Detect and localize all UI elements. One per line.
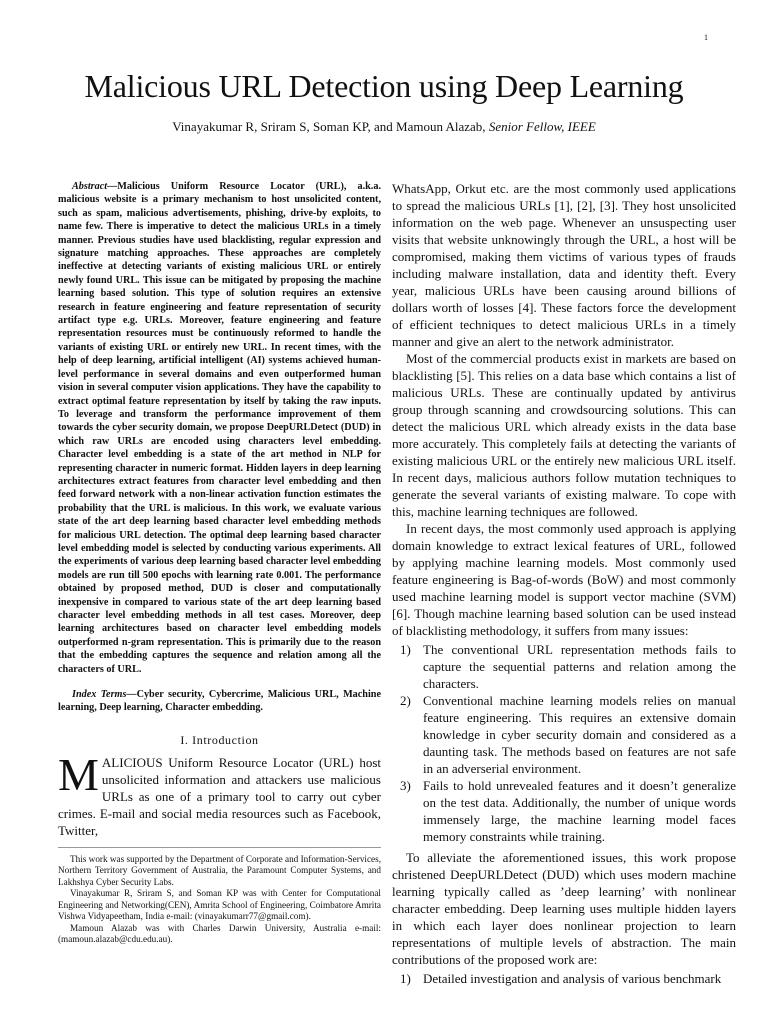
index-terms: [58, 688, 381, 715]
intro-paragraph: [58, 748, 381, 839]
index-terms-label: Index Terms: [72, 689, 127, 701]
footnote: This work was supported by the Department of Corporate and Information-Services, Northern Territory Government of Australia, the Paramount Computer Systems, and Lakhshya Cyber Security Labs.: [58, 853, 381, 887]
list-number: 3): [400, 778, 411, 793]
paragraph: Most of the commercial products exist in markets are based on blacklisting [5]. This relies on a data base which contains a list of malicious URLs. These are continually updated by antivirus group through scanning and crowdsourcing solutions. This can detect the malicious URL which already exists in the data base more accurately. This completely fails at detecting the variants of existing malicious URL or the entirely new malicious URL itself. In recent days, malicious authors follow mutation techniques to generate the several variants of existing malware. To cope with this, machine learning techniques are followed.: [392, 351, 736, 519]
list-text: Fails to hold unrevealed features and it doesn’t generalize on the test data. Additionally, the number of unique words immensely large, the machine learning model faces memory constraints while training.: [423, 778, 736, 844]
issues-list: [392, 641, 736, 845]
right-column: [392, 180, 736, 991]
abstract-label: Abstract: [72, 181, 108, 192]
abstract-dash: —: [107, 181, 118, 192]
section-heading-introduction: I. Introduction: [180, 732, 259, 747]
footnote: Vinayakumar R, Sriram S, and Soman KP was with Center for Computational Engineering and Networking(CEN), Amrita School of Engineering, Coimbatore Amrita Vishwa Vidyapeetham, India e-mail: (vinayakumarr77@gmail.com).: [58, 888, 381, 922]
paragraph: In recent days, the most commonly used approach is applying domain knowledge to extract lexical features of URL, followed by applying machine learning models. Most commonly used feature engineering is Bag-of-words (BoW) and most commonly used machine learning model is support vector machine (SVM) [6]. Though machine learning based solution can be used instead of blacklisting methodology, it suffers from many issues:: [392, 521, 736, 638]
author-line: [0, 119, 768, 135]
contributions-list: [392, 970, 736, 987]
index-terms-text: Cyber security, Cybercrime, Malicious URL, Machine learning, Deep learning, Character embedding.: [58, 689, 381, 714]
footnote: Mamoun Alazab was with Charles Darwin University, Australia e-mail: (mamoun.alazab@cdu.edu.au).: [58, 922, 381, 945]
list-number: 1): [400, 971, 411, 986]
intro-first-word: ALICIOUS: [101, 754, 163, 770]
page-number: 1: [704, 33, 708, 42]
intro-text: Uniform Resource Locator (URL) host unsolicited information and attackers use malicious URLs as one of a primary tool to carry out cyber crimes. E-mail and social media resources such as Facebook, Twitter,: [58, 754, 381, 838]
list-text: Conventional machine learning models relies on manual feature engineering. This requires an extensive domain knowledge in cyber security domain and considered as a daunting task. The methods based on features are not safe in an adverserial environment.: [423, 693, 736, 776]
index-terms-dash: —: [126, 689, 137, 701]
paper-title: Malicious URL Detection using Deep Learning: [84, 68, 684, 104]
list-text: Detailed investigation and analysis of various benchmark: [423, 971, 722, 986]
dropcap-letter: M: [58, 748, 99, 800]
author-names: Vinayakumar R, Sriram S, Soman KP, and Mamoun Alazab,: [172, 119, 486, 134]
abstract-text: Malicious Uniform Resource Locator (URL), a.k.a. malicious website is a primary mechanism to host unsolicited content, such as spam, malicious advertisements, phishing, drive-by exploits, to name few. There is imperative to detect the malicious URLs in a timely manner. Previous studies have used blacklisting, regular expression and signature matching approaches. These approaches are completely ineffective at detecting variants of existing malicious URL or entirely newly found URL. This issue can be mitigated by proposing the machine learning based solution. This type of solution requires an extensive research in feature engineering and feature representation of security artifact type e.g. URLs. Moreover, feature engineering and feature representation resources must be continuously reformed to handle the variants of existing URL or entirely new URL. In recent times, with the help of deep learning, artificial intelligent (AI) systems achieved human-level performance in several domains and even outperformed human vision in several computer vision applications. They have the capability to extract optimal feature representation by itself by taking the raw inputs. To leverage and transform the performance improvement of them towards the cyber security domain, we propose DeepURLDetect (DUD) in which raw URLs are encoded using characters level embedding. Character level embedding is a state of the art method in NLP for representing character in numeric format. Hidden layers in deep learning architectures extract features from character level embedding and then feed forward network with a non-linear activation function estimates the probability that the URL is malicious. In this work, we evaluate various state of the art deep learning based character level embedding methods for malicious URL detection. The optimal deep learning based character level embedding model is selected by conducting various experiments. All the experiments of various deep learning based character level embedding models are run till 500 epochs with learning rate 0.001. The performance obtained by proposed method, DUD is closer and computationally inexpensive in compared to various state of the art deep learning based character level embedding methods in all test cases. Moreover, deep learning architectures based on character level embedding models outperformed n-gram representation. This is primarily due to the reason that the embedding captures the sequence and relation among all the characters of URL.: [58, 181, 381, 675]
list-item: [392, 970, 736, 987]
author-affiliation: Senior Fellow, IEEE: [488, 119, 596, 134]
footnotes: [58, 847, 381, 946]
list-item: [392, 641, 736, 692]
left-column: [58, 180, 381, 946]
paragraph: WhatsApp, Orkut etc. are the most commonly used applications to spread the malicious URLs [1], [2], [3]. They host unsolicited information on the web page. Whenever an unsuspecting user visits that website unknowingly through the URL, a host will be compromised, making them victims of various types of frauds including malware installation, data and identity theft. Every year, malicious URLs have been causing around billions of dollars worth of losses [4]. These factors force the development of efficient techniques to detect malicious URLs in a timely manner and give an alert to the network administrator.: [392, 181, 736, 349]
paragraph: To alleviate the aforementioned issues, this work propose christened DeepURLDetect (DUD) which uses modern machine learning typically called as ’deep learning’ with nonlinear character embedding. Deep learning uses multiple hidden layers in which each layer does nonlinear projection to learn representations of multiple levels of abstraction. The main contributions of the proposed work are:: [392, 850, 736, 967]
list-number: 1): [400, 642, 411, 657]
list-number: 2): [400, 693, 411, 708]
list-item: [392, 692, 736, 777]
list-text: The conventional URL representation methods fails to capture the sequential patterns and relation among the characters.: [423, 642, 736, 691]
list-item: [392, 777, 736, 845]
abstract: [58, 180, 381, 676]
